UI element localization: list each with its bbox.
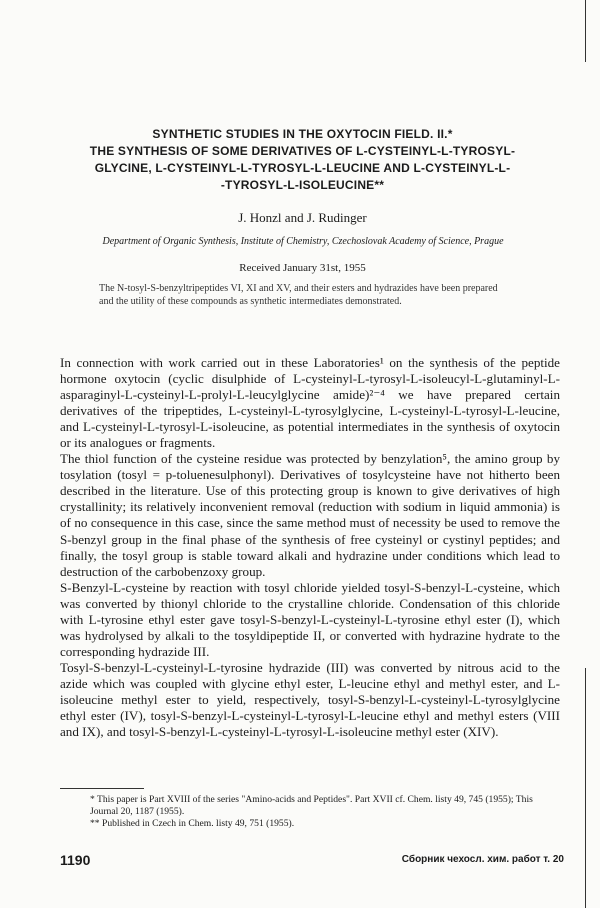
page-footer (60, 852, 564, 868)
scan-edge-mark-bottom (585, 668, 586, 908)
footnotes (90, 794, 560, 830)
footnote-1: * This paper is Part XVIII of the series "Amino-acids and Peptides". Part XVII cf. Chem. listy 49, 745 (1955); This Journal 20, 1187 (1955). (90, 794, 533, 817)
title-line-3: GLYCINE, L-CYSTEINYL-L-TYROSYL-L-LEUCINE AND L-CYSTEINYL-L- (94, 161, 511, 175)
article-title (40, 126, 565, 194)
authors: J. Honzl and J. Rudinger (238, 210, 367, 225)
paragraph-2: The thiol function of the cysteine residue was protected by benzylation⁵, the amino group by tosylation (tosyl = p-toluenesulphonyl). Derivatives of tosylcysteine have not hitherto been described in the literature. Use of this protecting group is known to give derivatives of high crystallinity; its relatively inconvenient removal (reduction with sodium in liquid ammonia) is of no consequence in this case, since the same method must of necessity be used to remove the S-benzyl group in the final phase of the synthesis of free cysteinyl or cystinyl peptides; and finally, the tosyl group is stable toward alkali and hydrazine under conditions which lead to destruction of the carbobenzoxy group. (60, 451, 560, 579)
paragraph-1: In connection with work carried out in these Laboratories¹ on the synthesis of the peptide hormone oxytocin (cyclic disulphide of L-cysteinyl-L-tyrosyl-L-isoleucyl-L-glutaminyl-L-asparaginyl-L-cysteinyl-L-prolyl-L-leucylglycine amide)²⁻⁴ we have prepared certain derivatives of the tripeptides, L-cysteinyl-L-tyrosylglycine, L-cysteinyl-L-tyrosyl-L-leucine, and L-cysteinyl-L-tyrosyl-L-isoleucine, as potential intermediates in the synthesis of oxytocin or its analogues or fragments. (60, 355, 560, 451)
footnote-2: ** Published in Czech in Chem. listy 49, 751 (1955). (90, 818, 295, 829)
abstract: The N-tosyl-S-benzyltripeptides VI, XI and XV, and their esters and hydrazides have been prepared and the utility of these compounds as synthetic intermediates demonstrated. (99, 283, 498, 307)
paragraph-4: Tosyl-S-benzyl-L-cysteinyl-L-tyrosine hydrazide (III) was converted by nitrous acid to the azide which was coupled with glycine ethyl ester, L-leucine ethyl and methyl ester, and L-isoleucine methyl ester to yield, respectively, tosyl-S-benzyl-L-cysteinyl-L-tyrosylglycine ethyl ester (IV), tosyl-S-benzyl-L-cysteinyl-L-tyrosyl-L-leucine ethyl and methyl esters (VIII and IX), and tosyl-S-benzyl-L-cysteinyl-L-tyrosyl-L-isoleucine methyl ester (XIV). (60, 659, 560, 740)
article-body (60, 355, 560, 740)
page-number: 1190 (60, 852, 91, 868)
received-date: Received January 31st, 1955 (239, 262, 366, 274)
scan-edge-mark-top (585, 0, 586, 62)
affiliation: Department of Organic Synthesis, Institute of Chemistry, Czechoslovak Academy of Science, Prague (102, 236, 504, 247)
title-line-2: THE SYNTHESIS OF SOME DERIVATIVES OF L-CYSTEINYL-L-TYROSYL- (89, 144, 516, 158)
footnote-rule (60, 788, 144, 789)
title-line-1: SYNTHETIC STUDIES IN THE OXYTOCIN FIELD. II.* (152, 127, 453, 141)
paragraph-3: S-Benzyl-L-cysteine by reaction with tosyl chloride yielded tosyl-S-benzyl-L-cysteine, which was converted by thionyl chloride to the crystalline chloride. Condensation of this chloride with L-tyrosine ethyl ester gave tosyl-S-benzyl-L-cysteinyl-L-tyrosine ethyl ester (I), which was hydrolysed by alkali to the tosyldipeptide II, or converted with hydrazine hydrate to the corresponding hydrazide III. (60, 579, 560, 659)
journal-name: Сборник чехосл. хим. работ т. 20 (401, 854, 564, 865)
title-line-4: -TYROSYL-L-ISOLEUCINE** (220, 178, 385, 192)
